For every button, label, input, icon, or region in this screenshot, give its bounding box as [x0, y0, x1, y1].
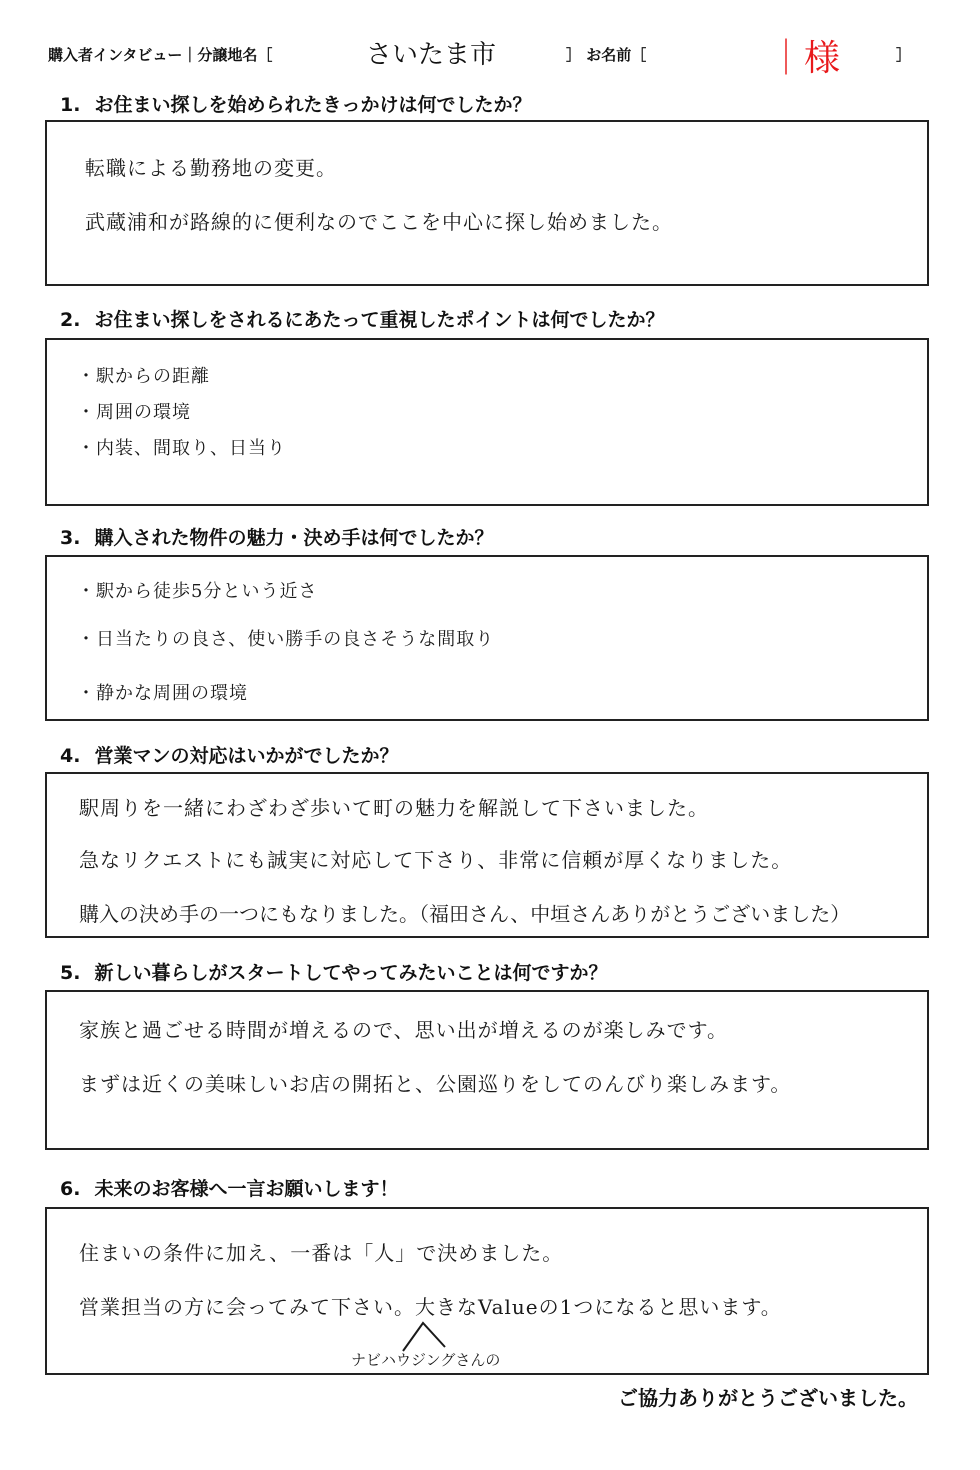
- answer-line: ・内装、間取り、日当り: [77, 438, 286, 459]
- answer-line: ・駅から徒歩5分という近さ: [77, 581, 318, 602]
- answer-box-5: [45, 990, 929, 1150]
- question-3: [60, 523, 493, 550]
- interview-label: 購入者インタビュー｜分譲地名［: [48, 46, 273, 64]
- answer-line: 家族と過ごせる時間が増えるので、思い出が増えるのが楽しみです。: [79, 1018, 728, 1042]
- insertion-note: ナビハウジングさんの: [351, 1351, 501, 1369]
- question-text: 営業マンの対応はいかがでしたか？: [94, 745, 399, 767]
- answer-box-4: [45, 772, 929, 938]
- answer-line: ・日当たりの良さ、使い勝手の良さそうな間取り: [77, 629, 495, 650]
- question-text: 未来のお客様へ一言お願いします！: [94, 1178, 399, 1200]
- answer-line: 駅周りを一緒にわざわざ歩いて町の魅力を解説して下さいました。: [79, 796, 709, 820]
- answer-line: 転職による勤務地の変更。: [85, 156, 337, 180]
- name-close-bracket: ］: [896, 46, 912, 64]
- question-6: [60, 1174, 398, 1201]
- question-text: お住まい探しを始められたきっかけは何でしたか？: [94, 94, 532, 116]
- question-number: 1.: [60, 94, 81, 116]
- answer-line: ・駅からの距離: [77, 366, 210, 387]
- answer-box-2: [45, 338, 929, 506]
- customer-name: ｜様: [768, 38, 841, 79]
- question-4: [60, 741, 398, 768]
- answer-line: 急なリクエストにも誠実に対応して下さり、非常に信頼が厚くなりました。: [79, 848, 793, 872]
- question-1: [60, 90, 531, 117]
- question-number: 6.: [60, 1178, 81, 1200]
- answer-box-6: [45, 1207, 929, 1375]
- thanks-message: ご協力ありがとうございました。: [618, 1386, 918, 1410]
- answer-line: まずは近くの美味しいお店の開拓と、公園巡りをしてのんびり楽しみます。: [79, 1072, 792, 1096]
- question-text: お住まい探しをされるにあたって重視したポイントは何でしたか？: [94, 309, 665, 331]
- answer-line: 武蔵浦和が路線的に便利なのでここを中心に探し始めました。: [85, 210, 673, 234]
- answer-line: 購入の決め手の一つにもなりました。（福田さん、中垣さんありがとうございました）: [79, 902, 851, 926]
- question-number: 2.: [60, 309, 81, 331]
- answer-box-1: [45, 120, 929, 286]
- answer-line: 営業担当の方に会ってみて下さい。大きなValueの1つになると思います。: [79, 1295, 782, 1319]
- question-number: 4.: [60, 745, 81, 767]
- answer-line: ・周囲の環境: [77, 402, 191, 423]
- question-number: 3.: [60, 527, 81, 549]
- subdivision-name: さいたま市: [366, 40, 497, 70]
- answer-line: ・静かな周囲の環境: [77, 683, 248, 704]
- question-number: 5.: [60, 962, 81, 984]
- answer-line: 住まいの条件に加え、一番は「人」で決めました。: [79, 1241, 564, 1265]
- answer-box-3: [45, 555, 929, 721]
- question-text: 購入された物件の魅力・決め手は何でしたか？: [94, 527, 494, 549]
- question-text: 新しい暮らしがスタートしてやってみたいことは何ですか？: [94, 962, 608, 984]
- form-header: [48, 30, 928, 78]
- name-label: ］ お名前［: [566, 46, 647, 64]
- question-2: [60, 305, 664, 332]
- question-5: [60, 958, 607, 985]
- insertion-caret-icon: [399, 1317, 449, 1353]
